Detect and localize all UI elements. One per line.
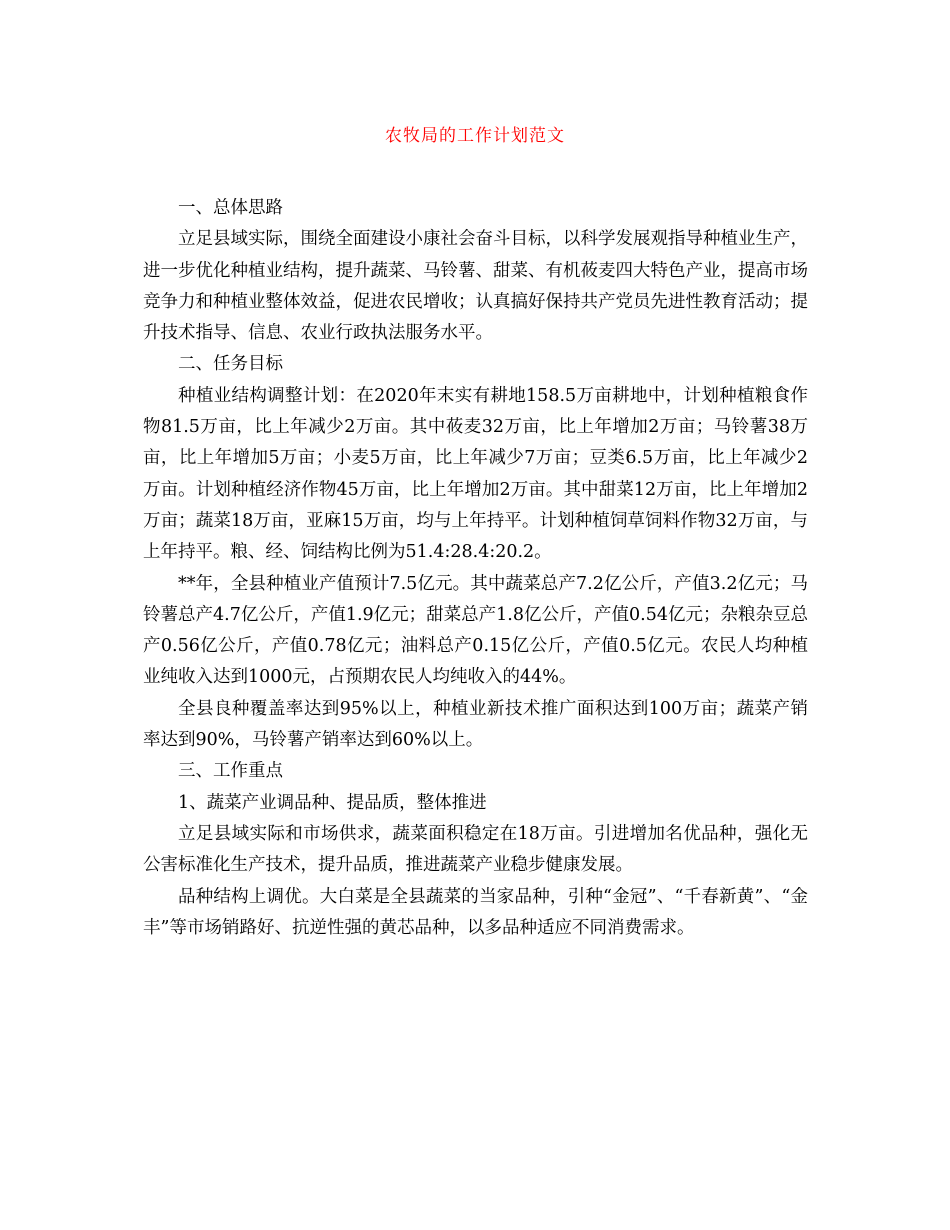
paragraph-variety-structure: 品种结构上调优。大白菜是全县蔬菜的当家品种，引种“金冠”、“千春新黄”、“金丰”等市场销路好、抗逆性强的黄芯品种，以多品种适应不同消费需求。	[143, 886, 808, 938]
section-heading-2: 二、任务目标	[178, 354, 283, 375]
section-heading-3: 三、工作重点	[178, 761, 283, 782]
paragraph-seed-coverage: 全县良种覆盖率达到95%以上，种植业新技术推广面积达到100万亩；蔬菜产销率达到90%，马铃薯产销率达到60%以上。	[143, 698, 808, 751]
paragraph-vegetable-area: 立足县域实际和市场供求，蔬菜面积稳定在18万亩。引进增加名优品种，强化无公害标准化生产技术，提升品质，推进蔬菜产业稳步健康发展。	[143, 823, 808, 876]
document-title: 农牧局的工作计划范文	[385, 126, 565, 146]
section-heading-1: 一、总体思路	[178, 198, 283, 218]
paragraph-output-value: **年，全县种植业产值预计7.5亿元。其中蔬菜总产7.2亿公斤，产值3.2亿元；马铃薯总产4.7亿公斤，产值1.9亿元；甜菜总产1.8亿公斤，产值0.54亿元；杂粮杂豆总产0.56亿公斤，产值0.78亿元；油料总产0.15亿公斤，产值0.5亿元。农民人均种植业纯收入达到1000元，占预期农民人均纯收入的44%。	[143, 573, 808, 688]
paragraph-overall-approach: 立足县域实际，围绕全面建设小康社会奋斗目标，以科学发展观指导种植业生产，进一步优化种植业结构，提升蔬菜、马铃薯、甜菜、有机莜麦四大特色产业，提高市场竞争力和种植业整体效益，促进农民增收；认真搞好保持共产党员先进性教育活动；提升技术指导、信息、农业行政执法服务水平。	[143, 229, 808, 344]
document-body	[143, 193, 808, 944]
subsection-heading-1: 1、蔬菜产业调品种、提品质，整体推进	[178, 792, 487, 813]
paragraph-structure-plan: 种植业结构调整计划：在2020年末实有耕地158.5万亩耕地中，计划种植粮食作物81.5万亩，比上年减少2万亩。其中莜麦32万亩，比上年增加2万亩；马铃薯38万亩，比上年增加5万亩；小麦5万亩，比上年减少7万亩；豆类6.5万亩，比上年减少2万亩。计划种植经济作物45万亩，比上年增加2万亩。其中甜菜12万亩，比上年增加2万亩；蔬菜18万亩，亚麻15万亩，均与上年持平。计划种植饲草饲料作物32万亩，与上年持平。粮、经、饲结构比例为51.4:28.4:20.2。	[143, 385, 808, 563]
